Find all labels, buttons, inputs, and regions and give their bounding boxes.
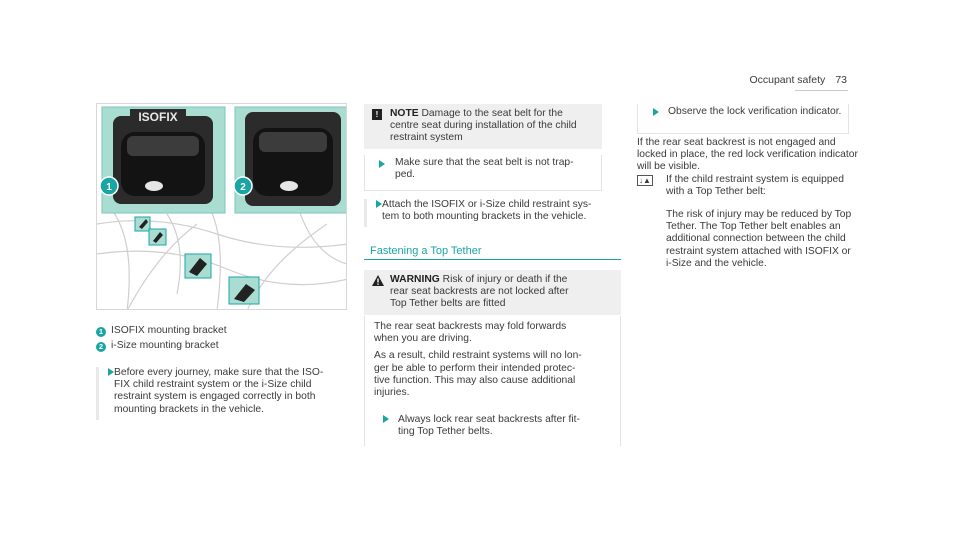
warning-line: rear seat backrests are not locked after — [390, 286, 569, 298]
warning-line: Top Tether belts are fitted — [390, 298, 506, 310]
paragraph-line: Tether. The Top Tether belt enables an — [666, 221, 841, 233]
step-line: ped. — [395, 169, 416, 181]
paragraph-line: The rear seat backrests may fold forwards — [374, 321, 567, 332]
note-header — [364, 104, 602, 149]
caption-text: i-Size mounting bracket — [111, 340, 219, 351]
lock-indicator-paragraph — [637, 137, 862, 174]
caption-isofix — [96, 325, 227, 337]
paragraph-line: will be visible. — [637, 161, 700, 173]
paragraph-line: when you are driving. — [374, 333, 472, 345]
step-check-engagement — [96, 367, 356, 420]
callout-1: 1 — [106, 182, 112, 193]
paragraph-line: locked in place, the red lock verification indicator — [637, 149, 858, 161]
step-arrow-icon — [379, 160, 385, 168]
caption-text: ISOFIX mounting bracket — [111, 325, 227, 336]
step-line: Attach the ISOFIX or i-Size child restraint sys- — [382, 199, 592, 210]
warning-paragraph — [374, 321, 611, 345]
section-title: Fastening a Top Tether — [370, 245, 482, 257]
caption-number: 2 — [96, 342, 106, 352]
exclamation-icon: ! — [372, 109, 382, 120]
warning-paragraph — [374, 350, 611, 399]
paragraph-line: tive function. This may also cause additional — [374, 374, 576, 386]
tether-icon: ↓▲ — [637, 175, 653, 186]
step-line: Observe the lock verification indicator. — [668, 106, 842, 117]
page-header — [749, 74, 847, 86]
step-arrow-icon — [653, 108, 659, 116]
step-attach — [364, 199, 621, 227]
paragraph-line: The risk of injury may be reduced by Top — [666, 209, 852, 220]
header-rule — [795, 90, 848, 91]
step-line: mounting brackets in the vehicle. — [114, 403, 264, 415]
note-line: centre seat during installation of the child — [390, 120, 577, 132]
step-line: Always lock rear seat backrests after fit- — [398, 414, 580, 425]
paragraph-line: restraint system attached with ISOFIX or — [666, 245, 851, 257]
step-observe — [637, 104, 849, 134]
page-number: 73 — [835, 74, 847, 86]
warning-header — [364, 270, 621, 315]
paragraph-line: additional connection between the child — [666, 233, 846, 245]
step-arrow-icon — [108, 368, 114, 376]
step-line: tem to both mounting brackets in the vehicle. — [382, 211, 587, 223]
tether-paragraph — [666, 209, 866, 270]
isofix-label: ISOFIX — [138, 110, 178, 124]
warning-triangle-icon — [372, 275, 384, 286]
step-arrow-icon — [376, 200, 382, 208]
warning-step — [374, 414, 614, 439]
note-box — [364, 104, 602, 149]
caption-number: 1 — [96, 327, 106, 337]
paragraph-line: If the child restraint system is equipped — [666, 174, 844, 185]
callout-2: 2 — [240, 182, 246, 193]
warning-line: Risk of injury or death if the — [442, 274, 568, 285]
step-line: restraint system is engaged correctly in both — [114, 391, 316, 403]
paragraph-line: i-Size and the vehicle. — [666, 257, 767, 269]
step-line: Make sure that the seat belt is not trap- — [395, 157, 574, 168]
note-line: Damage to the seat belt for the — [421, 108, 563, 119]
step-line: ting Top Tether belts. — [398, 426, 493, 438]
step-line: Before every journey, make sure that the ISO- — [114, 367, 324, 378]
note-title: NOTE — [390, 108, 419, 119]
note-step — [364, 155, 602, 191]
isofix-illustration — [96, 103, 347, 310]
warning-title: WARNING — [390, 274, 440, 285]
section-rule — [364, 259, 621, 260]
step-arrow-icon — [383, 415, 389, 423]
tether-intro — [637, 174, 862, 198]
section-name: Occupant safety — [749, 74, 826, 86]
paragraph-line: with a Top Tether belt: — [666, 186, 766, 198]
note-line: restraint system — [390, 132, 463, 144]
paragraph-line: As a result, child restraint systems will no lon- — [374, 350, 582, 362]
caption-isize — [96, 340, 219, 352]
paragraph-line: injuries. — [374, 387, 410, 399]
paragraph-line: If the rear seat backrest is not engaged and — [637, 137, 836, 148]
step-line: FIX child restraint system or the i-Size child — [114, 379, 312, 391]
paragraph-line: ger be able to perform their intended protec- — [374, 362, 576, 374]
